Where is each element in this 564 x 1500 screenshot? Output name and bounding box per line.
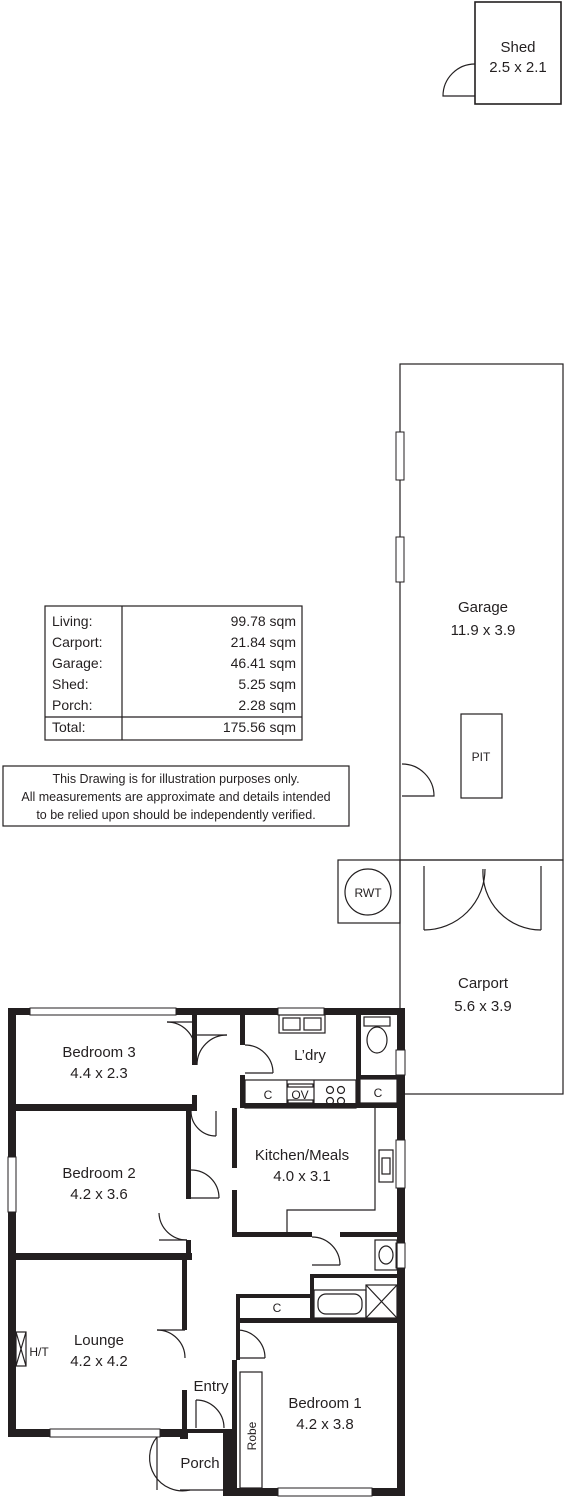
garage-label: Garage [457,599,509,616]
lounge-label: Lounge [73,1332,125,1349]
laundry-label: L’dry [294,1047,326,1064]
robe-label: Robe [245,1421,259,1451]
cupboard-label: C [373,1086,383,1100]
bedroom2-size: 4.2 x 3.6 [70,1186,128,1203]
toilet [364,1017,390,1026]
area-total-label: Total: [52,719,86,735]
bedroom3-size: 4.4 x 2.3 [70,1065,128,1082]
disclaimer-line: to be relied upon should be independently verified. [36,808,316,822]
kitchen-window [396,1140,405,1188]
laundry-window [278,1008,324,1015]
lounge-window [50,1429,160,1437]
carport-size: 5.6 x 3.9 [454,998,512,1015]
entry-label: Entry [193,1378,229,1395]
carport [338,860,563,1094]
carport-gate-swing [483,869,541,930]
area-row-label: Porch: [52,697,93,713]
carport-label: Carport [457,975,509,992]
oven-label: OV [291,1088,309,1102]
bedroom2-label: Bedroom 2 [62,1165,136,1182]
area-row-value: 46.41 sqm [230,655,296,671]
garage-size: 11.9 x 3.9 [450,622,516,639]
bedroom3-window [30,1008,176,1015]
area-row-label: Living: [52,613,93,629]
disclaimer-line: All measurements are approximate and details intended [21,790,331,804]
shed-door-swing [443,64,475,96]
bedroom3-label: Bedroom 3 [62,1044,136,1061]
area-row-value: 99.78 sqm [230,613,296,629]
disclaimer [3,766,349,826]
shed-label: Shed [500,39,536,56]
lounge-size: 4.2 x 4.2 [70,1353,128,1370]
pit-label: PIT [471,750,491,764]
hot-water-label: H/T [29,1345,49,1359]
shed [443,2,561,104]
area-row-value: 21.84 sqm [230,634,296,650]
rwt-label: RWT [354,886,382,900]
garage-door-swing [402,764,434,796]
bedroom1-size: 4.2 x 3.8 [296,1416,354,1433]
area-row-label: Garage: [52,655,103,671]
garage-window [396,432,404,480]
area-total-value: 175.56 sqm [222,719,296,735]
bedroom2-window [8,1157,16,1212]
disclaimer-line: This Drawing is for illustration purposes only. [52,772,300,786]
porch-label: Porch [180,1455,220,1472]
area-row-label: Carport: [52,634,103,650]
area-table [45,606,302,740]
garage [396,364,563,860]
vanity [375,1240,397,1270]
cupboard-label: C [272,1301,282,1315]
bedroom1-window [278,1488,372,1496]
area-row-label: Shed: [52,676,89,692]
carport-gate-swing [424,869,485,930]
cooktop-burner [327,1087,334,1094]
area-row-value: 2.28 sqm [238,697,296,713]
bedroom1-label: Bedroom 1 [288,1395,362,1412]
shed-size: 2.5 x 2.1 [489,59,547,76]
kitchen-label: Kitchen/Meals [254,1147,350,1164]
cupboard-label: C [263,1088,273,1102]
area-row-value: 5.25 sqm [238,676,296,692]
kitchen-size: 4.0 x 3.1 [273,1168,331,1185]
garage-window [396,537,404,582]
laundry-window [396,1050,405,1075]
cooktop-burner [338,1087,345,1094]
heater [379,1150,393,1182]
